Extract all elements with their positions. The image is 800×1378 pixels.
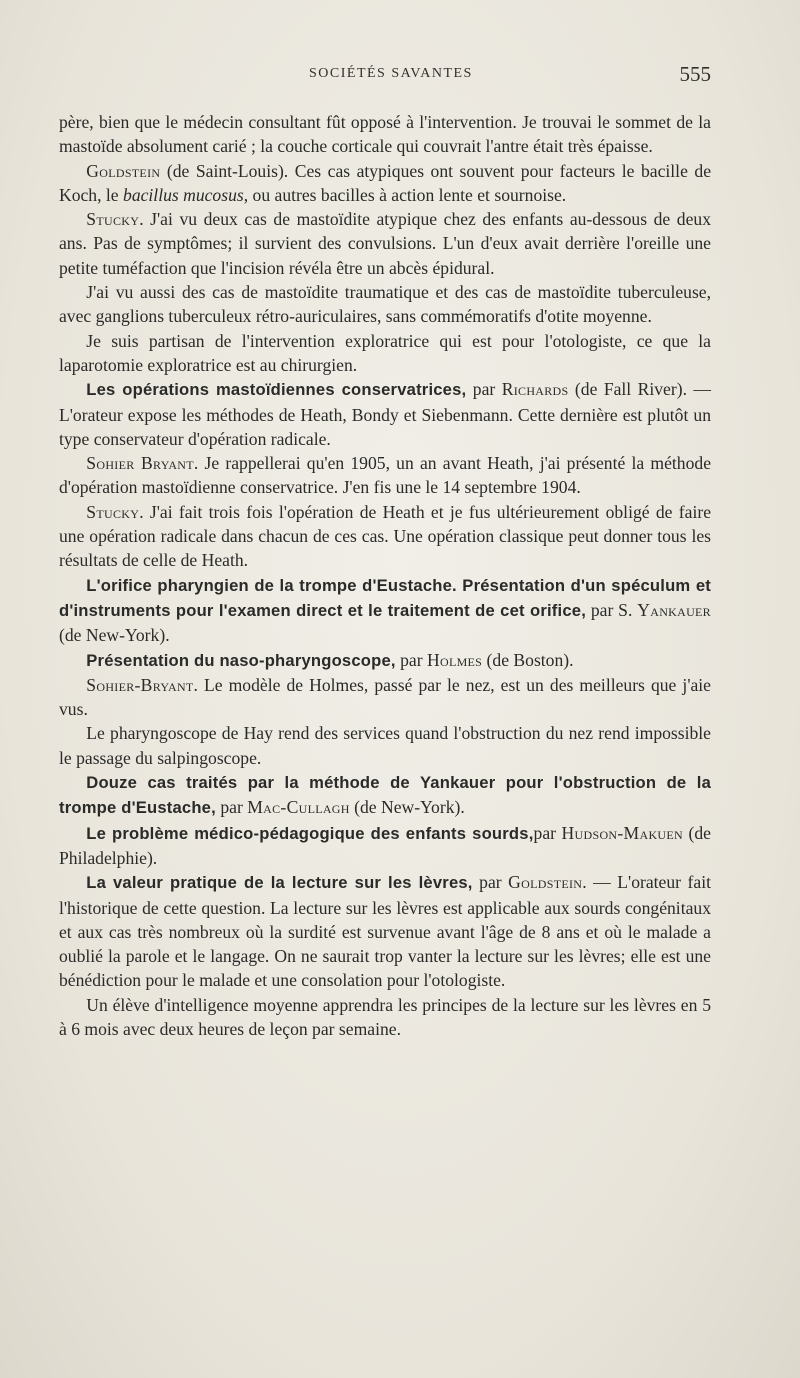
- author-name: Goldstein: [508, 872, 583, 893]
- paragraph: Stucky. J'ai fait trois fois l'opération de Heath et je fus ultérieurement obligé de faire une opération radicale dans chacun de ces cas. Une opération classique peut donner tous les résultats de celle de Heath.: [59, 501, 711, 571]
- paragraph: Les opérations mastoïdiennes conservatrices, par Richards (de Fall River). — L'orateur expose les méthodes de Heath, Bondy et Siebenmann. Cette dernière est plutôt un type conservateur d'opération radicale.: [59, 379, 711, 449]
- section-heading: Le problème médico-pédagogique des enfants sourds,: [86, 823, 534, 843]
- author-name: Mac-Cullagh: [247, 797, 350, 818]
- paragraph: Goldstein (de Saint-Louis). Ces cas atypiques ont souvent pour facteurs le bacille de Koch, le bacillus mucosus, ou autres bacilles à action lente et sournoise.: [59, 160, 711, 205]
- speaker-name: Sohier Bryant: [86, 453, 194, 474]
- body-text: [59, 110, 711, 1041]
- paragraph: Stucky. J'ai vu deux cas de mastoïdite atypique chez des enfants au-dessous de deux ans. Pas de symptômes; il survient des convulsions. L'un d'eux avait derrière l'oreille une petite tuméfaction que l'incision révéla être un abcès épidural.: [59, 209, 711, 278]
- paragraph: Sohier-Bryant. Le modèle de Holmes, passé par le nez, est un des meilleurs que j'aie vus.: [59, 674, 711, 720]
- section-heading: Les opérations mastoïdiennes conservatrices,: [86, 380, 467, 400]
- author-name: Richards: [501, 379, 569, 400]
- speaker-name: Sohier-Bryant: [86, 674, 194, 695]
- paragraph: Le problème médico-pédagogique des enfants sourds,par Hudson-Makuen (de Philadelphie).: [59, 822, 711, 868]
- author-name: Hudson-Makuen: [561, 822, 683, 843]
- speaker-name: Stucky: [86, 501, 140, 522]
- speaker-name: Goldstein: [86, 160, 161, 181]
- paragraph: Un élève d'intelligence moyenne apprendra les principes de la lecture sur les lèvres en 5 à 6 mois avec deux heures de leçon par semaine.: [59, 994, 711, 1039]
- speaker-name: Stucky: [86, 209, 140, 230]
- running-title: SOCIÉTÉS SAVANTES: [309, 66, 473, 81]
- section-heading: Douze cas traités par la méthode de Yankauer pour l'obstruction de la trompe d'Eustache,: [59, 773, 711, 818]
- paragraph: L'orifice pharyngien de la trompe d'Eustache. Présentation d'un spéculum et d'instruments pour l'examen direct et le traitement de cet orifice, par S. Yankauer (de New-York).: [59, 575, 711, 646]
- page-number: 555: [679, 62, 711, 86]
- paragraph: Je suis partisan de l'intervention exploratrice qui est pour l'otologiste, ce que la laparotomie exploratrice est au chirurgien.: [59, 330, 711, 375]
- running-header: [59, 62, 711, 88]
- paragraph: père, bien que le médecin consultant fût opposé à l'intervention. Je trouvai le sommet de la mastoïde absolument carié ; la couche corticale qui couvrait l'antre était très épaisse.: [59, 112, 711, 157]
- author-name: Yankauer: [637, 599, 711, 620]
- paragraph: Sohier Bryant. Je rappellerai qu'en 1905, un an avant Heath, j'ai présenté la méthode d'opération mastoïdienne conservatrice. J'en fis une le 14 septembre 1904.: [59, 453, 711, 498]
- paragraph: Le pharyngoscope de Hay rend des services quand l'obstruction du nez rend impossible le passage du salpingoscope.: [59, 723, 711, 768]
- paragraph: La valeur pratique de la lecture sur les lèvres, par Goldstein. — L'orateur fait l'historique de cette question. La lecture sur les lèvres est applicable aux sourds congénitaux et aux cas très nombreux où la surdité est survenue avant l'âge de 8 ans et où le malade a oublié la parole et le langage. On ne saurait trop vanter la lecture sur les lèvres; elle est une bénédiction pour le malade et une consolation pour l'otologiste.: [59, 872, 711, 991]
- paragraph: Douze cas traités par la méthode de Yankauer pour l'obstruction de la trompe d'Eustache, par Mac-Cullagh (de New-York).: [59, 773, 711, 818]
- paragraph: Présentation du naso-pharyngoscope, par Holmes (de Boston).: [86, 649, 574, 670]
- italic-term: bacillus mucosus: [123, 184, 244, 205]
- author-name: Holmes: [426, 649, 483, 670]
- section-heading: Présentation du naso-pharyngoscope,: [86, 650, 396, 670]
- paragraph: J'ai vu aussi des cas de mastoïdite traumatique et des cas de mastoïdite tuberculeuse, avec ganglions tuberculeux rétro-auriculaires, sans commémoratifs d'otite moyenne.: [59, 282, 711, 327]
- section-heading: L'orifice pharyngien de la trompe d'Eustache. Présentation d'un spéculum et d'instruments pour l'examen direct et le traitement de cet orifice,: [59, 575, 711, 620]
- section-heading: La valeur pratique de la lecture sur les lèvres,: [86, 873, 473, 893]
